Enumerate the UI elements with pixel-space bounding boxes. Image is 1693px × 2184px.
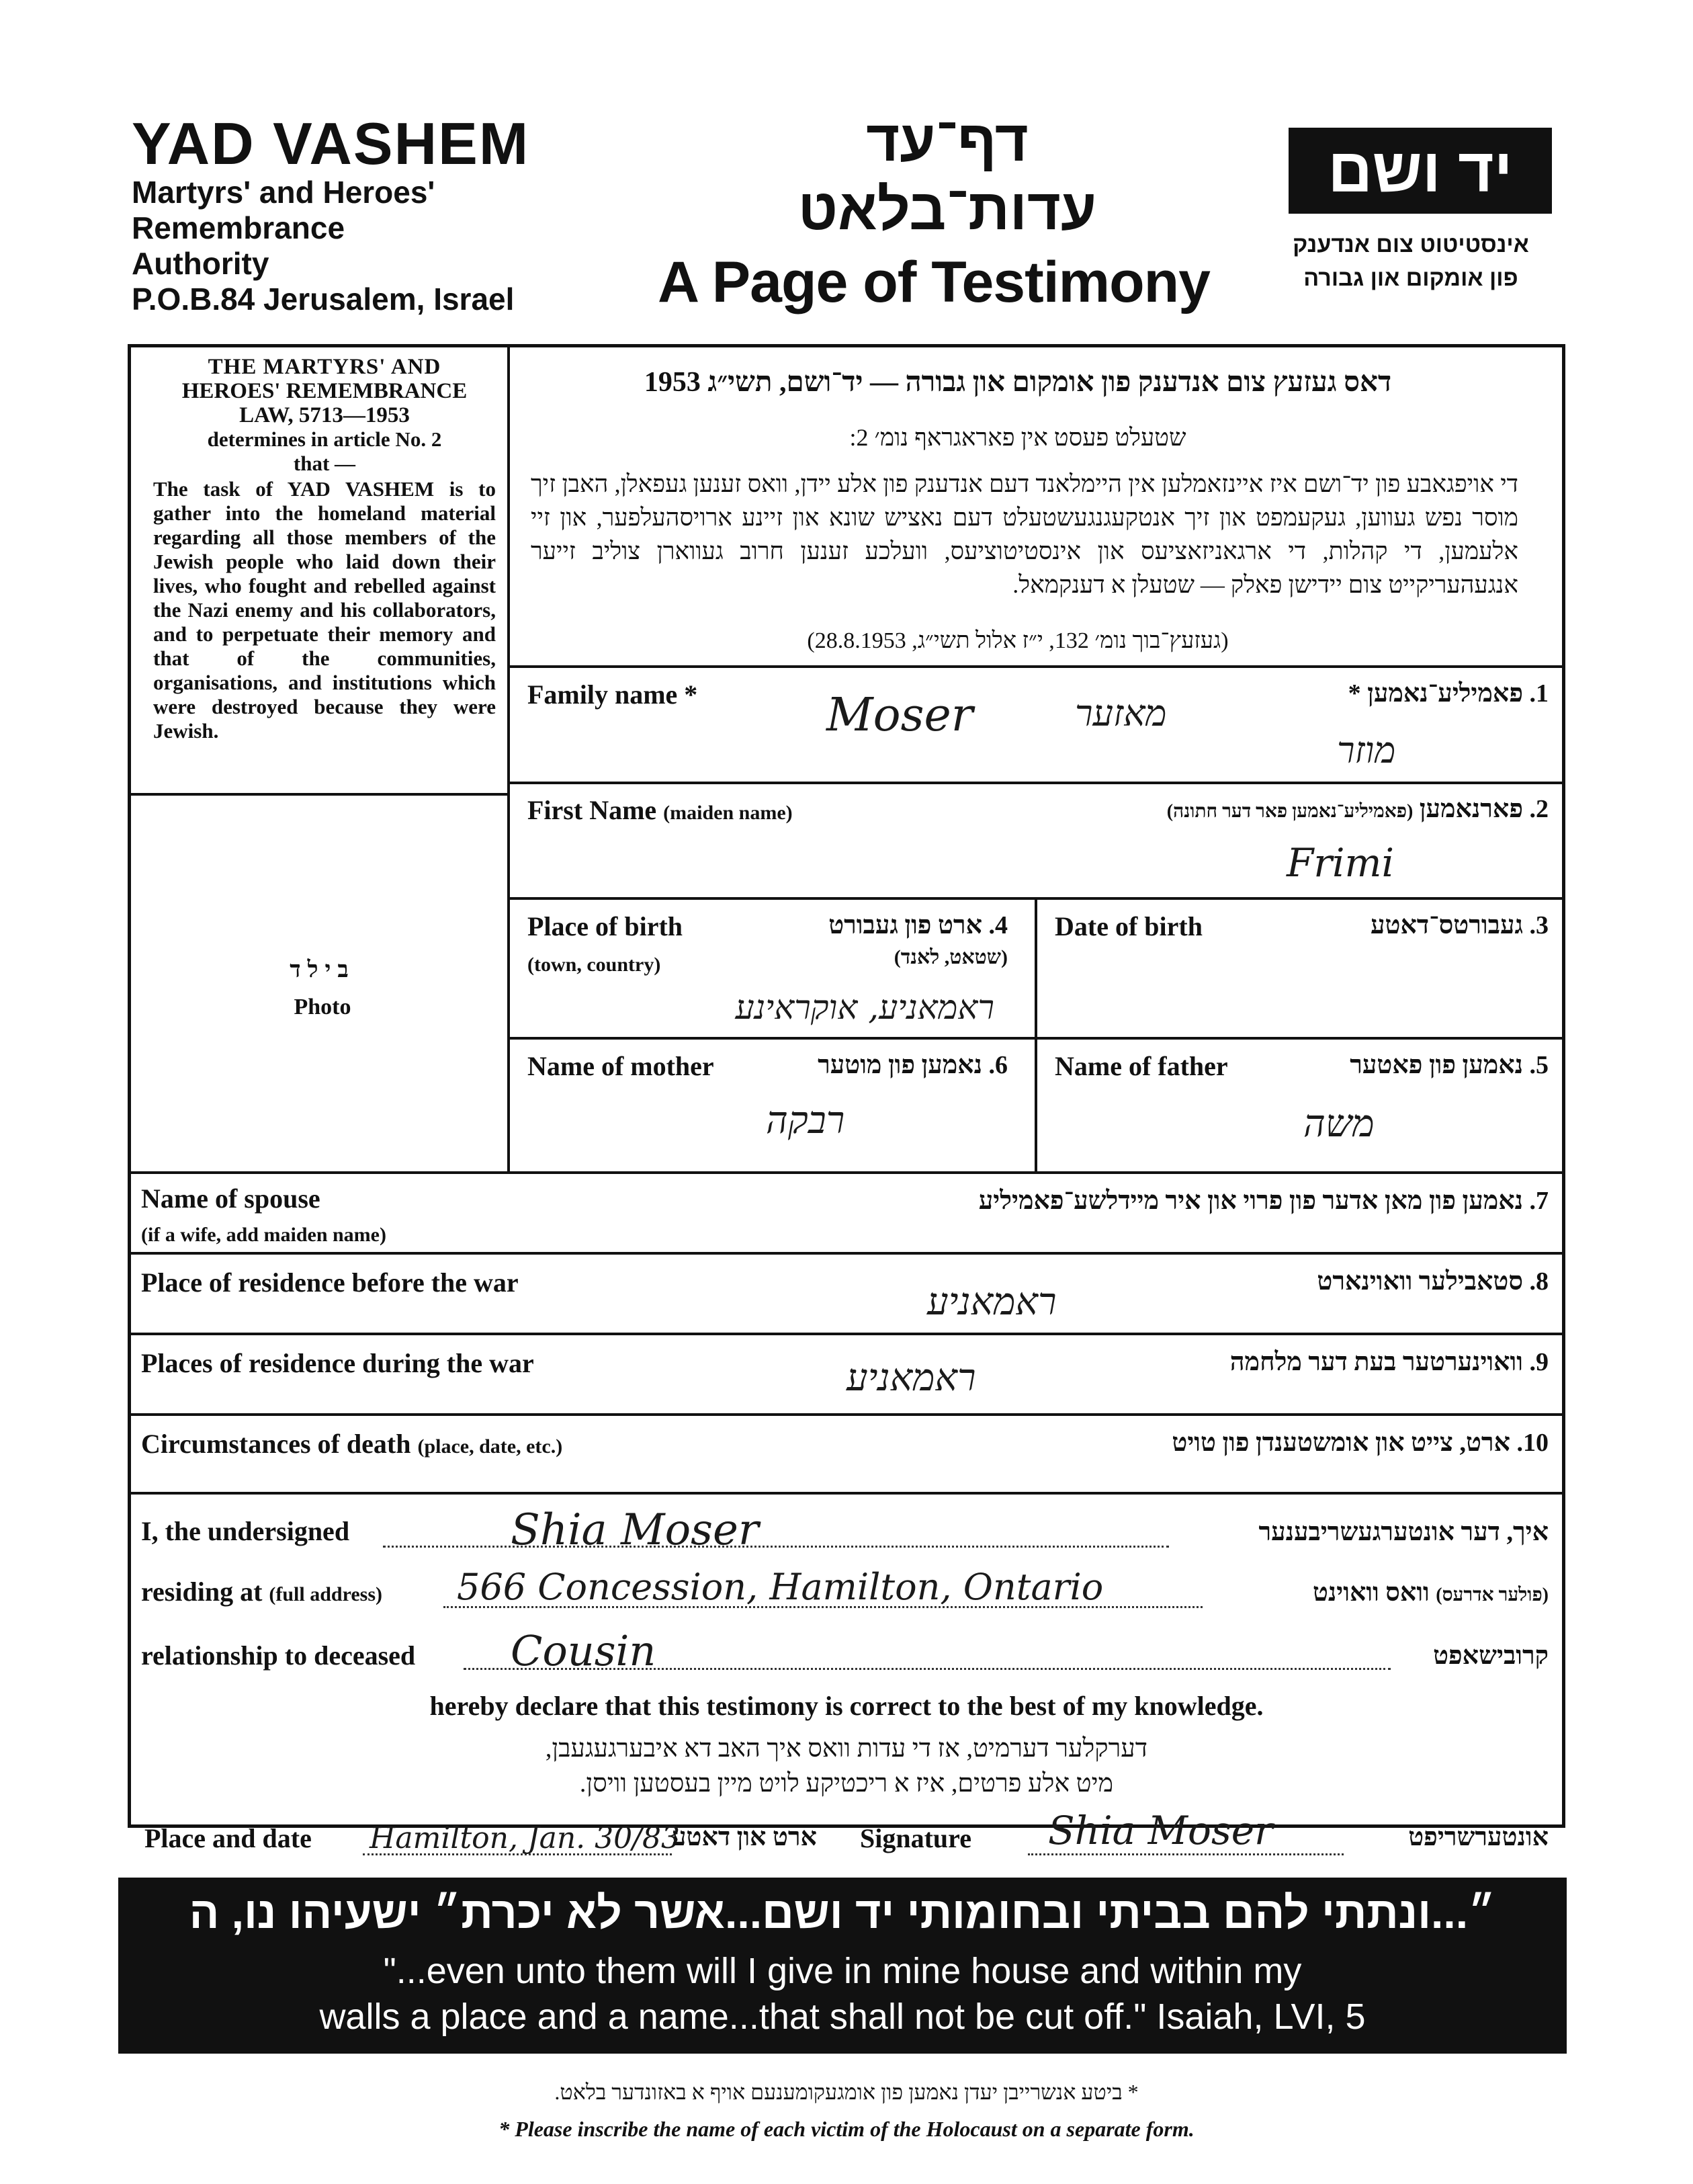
- name-of-father-hebrew-label: 5. נאמען פון פאטער: [1350, 1051, 1549, 1079]
- law-line-5: that —: [293, 452, 356, 475]
- signature-value[interactable]: Shia Moser: [1048, 1808, 1273, 1853]
- name-of-spouse-label: Name of spouse: [141, 1183, 320, 1214]
- mid-divider: [1035, 897, 1037, 1174]
- residence-before-label: Place of residence before the war: [141, 1267, 519, 1298]
- circumstances-label-small: (place, date, etc.): [417, 1435, 563, 1458]
- place-of-birth-small-text: (town, country): [527, 954, 661, 976]
- law-line-1: THE MARTYRS' AND: [208, 355, 441, 379]
- first-name-hebrew-label-small: (פאמיליע־נאמען פאר דער חתונה): [1166, 801, 1414, 822]
- organization-block: [132, 110, 602, 317]
- undersigned-label: I, the undersigned: [141, 1516, 350, 1546]
- place-date-value[interactable]: Hamilton, Jan. 30/83: [370, 1821, 680, 1855]
- signature-label: Signature: [860, 1823, 971, 1853]
- law-box: [153, 355, 496, 743]
- undersigned-value[interactable]: Shia Moser: [511, 1505, 759, 1555]
- banner-english-quote-1: "...even unto them will I give in mine house and within my: [383, 1951, 1302, 1991]
- place-date-label: Place and date: [144, 1823, 312, 1853]
- residence-before-hebrew-label: 8. סטאבילער וואוינארט: [1317, 1267, 1549, 1296]
- org-title: YAD VASHEM: [132, 110, 530, 177]
- place-of-birth-label-small: [527, 946, 660, 978]
- row-line-1: [507, 665, 1565, 668]
- footer-english-note: * Please inscribe the name of each victim of the Holocaust on a separate form.: [498, 2117, 1195, 2141]
- declaration-hebrew-1: דערקלער דערמיט, אז די עדות וואס איך האב דא איבערגעגעבן,: [545, 1734, 1148, 1763]
- name-of-father-label: Name of father: [1055, 1051, 1228, 1081]
- first-name-value[interactable]: Frimi: [1287, 840, 1395, 886]
- row-line-2: [507, 782, 1565, 784]
- relationship-hebrew-label: קרובישאפט: [1433, 1642, 1549, 1670]
- date-of-birth-label: Date of birth: [1055, 911, 1203, 941]
- place-of-birth-hebrew-label: 4. ארט פון געבורט: [828, 911, 1008, 939]
- row-line-6: [128, 1252, 1565, 1255]
- yad-vashem-logo: יד ושם: [1289, 128, 1552, 214]
- first-name-label-small: (maiden name): [663, 802, 793, 824]
- law-body: The task of YAD VASHEM is to gather into the homeland material regarding all those members of the Jewish people who laid down their lives, who fought and rebelled against the Nazi enemy and his collaborators, and to perpetuate their memory and that of the communities, organisations, and institutions which were destroyed because they were Jewish.: [153, 477, 496, 743]
- residing-hebrew-label: [1313, 1578, 1549, 1607]
- family-name-hebrew-value[interactable]: מאזער: [1075, 692, 1167, 734]
- name-of-spouse-label-small: [141, 1216, 386, 1248]
- law-line-3: LAW, 5713—1953: [239, 403, 410, 427]
- hebrew-law-subtitle: שטעלט פעסט אין פאראגראף נומ׳ 2:: [849, 424, 1186, 451]
- first-name-label: [527, 794, 793, 826]
- family-name-hebrew-value-2[interactable]: מוזר: [1337, 729, 1396, 771]
- first-name-label-text: First Name: [527, 795, 657, 825]
- first-name-hebrew-label: [1167, 794, 1549, 824]
- residing-hebrew-small: (פולער אדרעס): [1436, 1585, 1549, 1605]
- circumstances-label-text: Circumstances of death: [141, 1429, 411, 1459]
- hebrew-law-reference: (געזעץ־בוך נומ׳ 132, י״ז אלול תשי״ג, 28.8.1953): [807, 628, 1229, 653]
- row-line-5: [128, 1171, 1565, 1174]
- hebrew-law-body: די אויפגאבע פון יד־ושם איז איינזאמלען אין היימלאנד דעם אנדענק פון אלע יידן, וואס זענען געפאלן, האבן זיך מוסר נפש געווען, געקעמפט און זיך אנטקעגנגעשטעלט דעם נאציש שונא און זיינע ארויסהעלפער, און זיי אלעמען, די קהלות, די ארגאניזאציעס און אינסטיטוציעס, וועלכע זענען חרוב געווארן צוליב זייער אנגעהעריקייט צום יידישן פאלק — שטעלן א דענקמאל.: [531, 470, 1518, 598]
- hebrew-title-1: דף־עד: [866, 109, 1029, 173]
- date-of-birth-hebrew-label: 3. געבורטס־דאטע: [1371, 911, 1549, 939]
- place-of-birth-value[interactable]: ראמאניע, אוקראינע: [735, 988, 994, 1027]
- law-box-bottom: [128, 793, 510, 796]
- logo-subtitle-2: פון אומקום און גבורה: [1303, 265, 1518, 291]
- family-name-hebrew-label: 1. פאמיליע־נאמען *: [1348, 679, 1549, 708]
- quote-banner: [118, 1878, 1567, 2054]
- law-line-4: determines in article No. 2: [207, 427, 442, 451]
- place-date-hebrew-label: ארט און דאטע: [672, 1823, 817, 1851]
- left-column-divider: [507, 344, 510, 1174]
- relationship-value[interactable]: Cousin: [511, 1626, 656, 1675]
- family-name-value[interactable]: Moser: [826, 689, 973, 742]
- row-line-9: [128, 1492, 1565, 1495]
- hebrew-title-2: עדות־בלאט: [797, 177, 1097, 242]
- row-line-8: [128, 1413, 1565, 1416]
- name-of-mother-value[interactable]: רבקה: [766, 1099, 845, 1142]
- name-of-father-value[interactable]: משה: [1303, 1102, 1375, 1146]
- logo-subtitle-1: אינסטיטוט צום אנדענק: [1293, 232, 1529, 257]
- residence-during-hebrew-label: 9. וואוינערטער בעת דער מלחמה: [1229, 1348, 1549, 1376]
- signature-hebrew-label: אונטערשריפט: [1408, 1823, 1549, 1851]
- law-line-2: HEROES' REMEMBRANCE: [181, 379, 468, 403]
- signature-line: [1028, 1853, 1344, 1855]
- residence-during-label: Places of residence during the war: [141, 1348, 534, 1378]
- place-of-birth-label: Place of birth: [527, 911, 683, 941]
- photo-label-hebrew: בילד: [290, 958, 355, 982]
- residing-hebrew-text: וואס וואוינט: [1312, 1579, 1430, 1607]
- declaration-hebrew-2: מיט אלע פרטים, איז א ריכטיקע לויט מיין בעסטען וויסן.: [579, 1769, 1114, 1798]
- first-name-hebrew-label-text: 2. פארנאמען: [1419, 795, 1549, 823]
- banner-english-quote-2: walls a place and a name...that shall not be cut off." Isaiah, LVI, 5: [319, 1997, 1366, 2037]
- residing-value[interactable]: 566 Concession, Hamilton, Ontario: [457, 1566, 1104, 1608]
- undersigned-hebrew-label: איך, דער אונטערגעשריבענער: [1258, 1518, 1549, 1546]
- hebrew-law-title: דאס געזעץ צום אנדענק פון אומקום און גבורה — יד־ושם, תשי״ג 1953: [644, 367, 1392, 398]
- footer-hebrew-note: * ביטע אנשרייבן יעדן נאמען פון אומגעקומענעם אויף א באזונדער בלאט.: [554, 2080, 1139, 2104]
- org-line-2: Remembrance: [132, 210, 345, 245]
- undersigned-line: [383, 1546, 1169, 1548]
- circumstances-label: [141, 1428, 562, 1460]
- residing-label: [141, 1576, 382, 1607]
- page-title: A Page of Testimony: [657, 250, 1211, 314]
- name-of-mother-hebrew-label: 6. נאמען פון מוטער: [818, 1051, 1008, 1079]
- banner-hebrew-quote: ״...ונתתי להם בביתי ובחומותי יד ושם...אשר לא יכרת״ ישעיהו נו, ה: [189, 1888, 1496, 1937]
- residence-during-value[interactable]: ראמאניע: [846, 1356, 976, 1400]
- relationship-label: relationship to deceased: [141, 1640, 416, 1671]
- org-address: P.O.B.84 Jerusalem, Israel: [132, 282, 515, 317]
- org-line-1: Martyrs' and Heroes': [132, 175, 435, 210]
- name-of-spouse-hebrew-label: 7. נאמען פון מאן אדער פון פרוי און איר מיידלשע־פאמיליע: [978, 1187, 1549, 1215]
- name-of-spouse-small-text: (if a wife, add maiden name): [141, 1224, 386, 1246]
- residing-label-text: residing at: [141, 1577, 263, 1607]
- circumstances-hebrew-label: 10. ארט, צייט און אומשטענדן פון טויט: [1172, 1429, 1549, 1457]
- family-name-label: Family name *: [527, 679, 698, 710]
- declaration-english: hereby declare that this testimony is correct to the best of my knowledge.: [429, 1691, 1264, 1721]
- photo-label: Photo: [294, 995, 351, 1019]
- residing-label-small: (full address): [269, 1583, 383, 1605]
- org-line-3: Authority: [132, 246, 269, 281]
- residence-before-value[interactable]: ראמאניע: [927, 1280, 1057, 1324]
- place-of-birth-hebrew-small: (שטאט, לאנד): [894, 946, 1008, 968]
- name-of-mother-label: Name of mother: [527, 1051, 714, 1081]
- row-line-7: [128, 1333, 1565, 1335]
